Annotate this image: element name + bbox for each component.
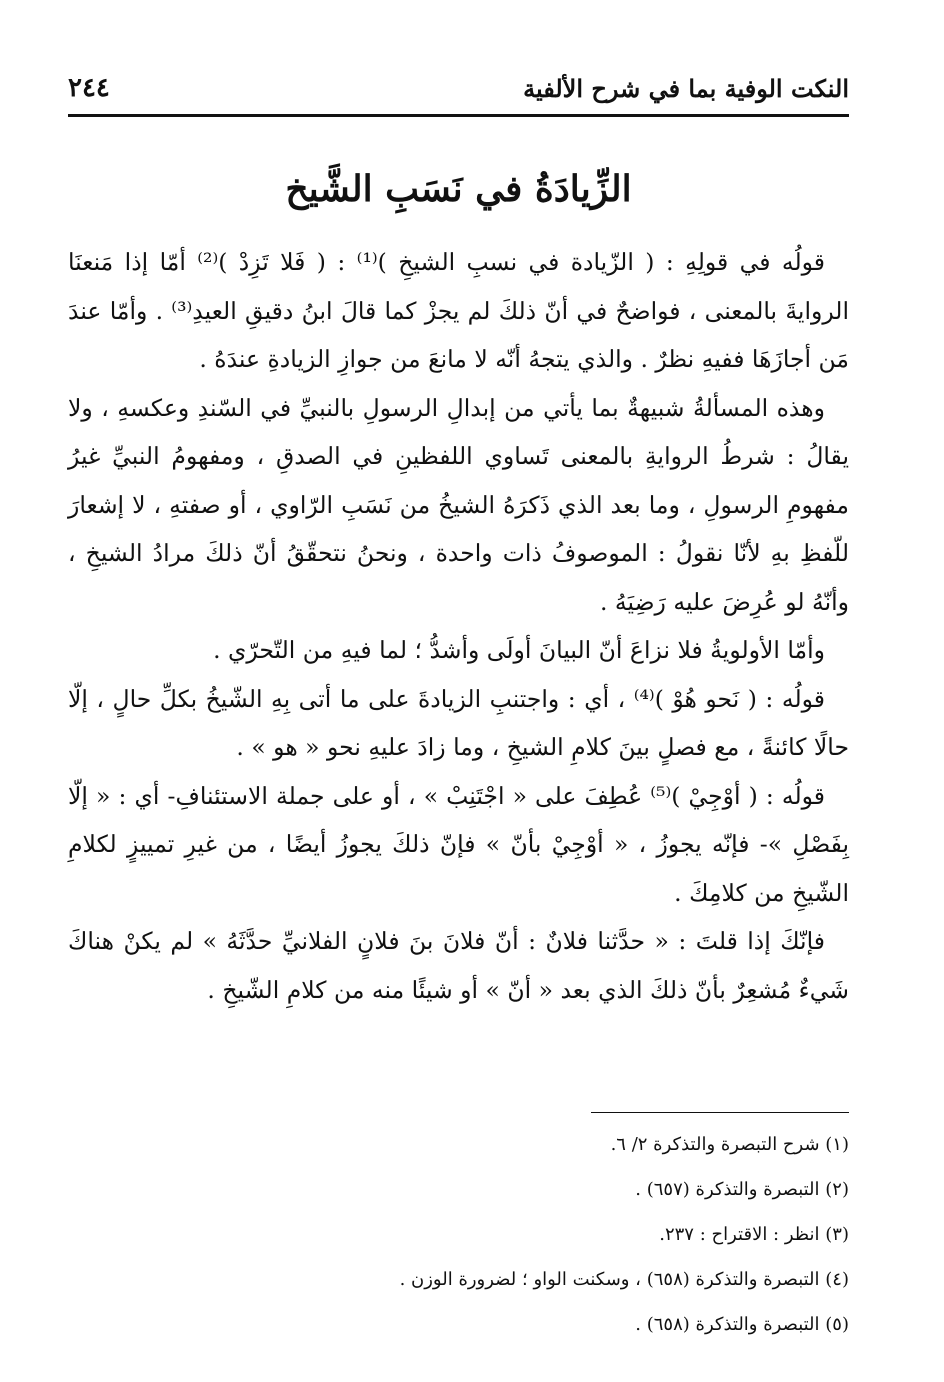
paragraph-1: قولُه في قولِهِ : ( الزّيادة في نسبِ الشيخِ )⁽¹⁾ : ( فَلا تَزِدْ )⁽²⁾ أمّا إذا مَنعنَا الروايةَ بالمعنى ، فواضحٌ في أنّ ذلكَ لم يجزْ كما قالَ ابنُ دقيقِ العيدِ⁽³⁾ . وأمّا عندَ مَن أجازَهَا ففيهِ نظرٌ . والذي يتجهُ أنّه لا مانعَ من جوازِ الزيادةِ عندَهُ . (68, 248, 849, 373)
footnote-1: (١) شرح التبصرة والتذكرة ٢/ ٦. (610, 1134, 849, 1155)
paragraph-6: فإنّكَ إذا قلتَ : « حدَّثنا فلانٌ : أنّ فلانَ بنَ فلانٍ الفلانيِّ حدَّثَهُ » لم يكنْ هناكَ شَيءٌ مُشعِرٌ بأنّ ذلكَ الذي بعد « أنّ » أو شيئًا منه من كلامِ الشّيخِ . (68, 927, 849, 1004)
paragraph-2: وهذه المسألةُ شبيهةٌ بما يأتي من إبدالِ الرسولِ بالنبيِّ في السّندِ وعكسهِ ، ولا يقالُ : شرطُ الروايةِ بالمعنى تَساوي اللفظينِ في الصدقِ ، ومفهومُ النبيِّ غيرُ مفهومِ الرسولِ ، وما بعد الذي ذَكرَهُ الشيخُ من نَسَبِ الرّاوي ، أو صفتهِ ، لا إشعارَ للّفظِ بهِ لأنّا نقولُ : الموصوفُ ذات واحدة ، ونحنُ نتحقّقُ أنّ ذلكَ مرادُ الشيخِ ، وأنّهُ لو عُرِضَ عليه رَضِيَهُ . (68, 393, 849, 616)
footnotes (68, 1122, 849, 1347)
paragraph-3: وأمّا الأولويةُ فلا نزاعَ أنّ البيانَ أولَى وأشدُّ ؛ لما فيهِ من التّحرّي . (213, 636, 825, 664)
paragraph-5: قولُه : ( أوْجِيْ )⁽⁵⁾ عُطِفَ على « اجْتَنِبْ » ، أو على جملة الاستئنافِ- أي : « إلّا بِفَصْلِ »- فإنّه يجوزُ ، « أوْجِيْ بأنّ » فإنّ ذلكَ يجوزُ أيضًا ، من غيرِ تمييزٍ لكلامِ الشّيخِ من كلامِكَ . (68, 781, 849, 907)
book-title: النكت الوفية بما في شرح الألفية (523, 73, 849, 103)
main-text (68, 238, 849, 1014)
chapter-title: الزِّيادَةُ في نَسَبِ الشَّيخ (285, 168, 632, 210)
footnote-5: (٥) التبصرة والتذكرة (٦٥٨) . (635, 1314, 849, 1335)
footnote-4: (٤) التبصرة والتذكرة (٦٥٨) ، وسكنت الواو ؛ لضرورة الوزن . (399, 1269, 849, 1290)
running-header (68, 62, 849, 117)
paragraph-4: قولُه : ( نَحو هُوْ )⁽⁴⁾ ، أي : واجتنبِ الزيادةَ على ما أتى بِهِ الشّيخُ بكلِّ حالٍ ، إلّا حالًا كائنةً ، مع فصلٍ بينَ كلامِ الشيخِ ، وما زادَ عليهِ نحو « هو » . (68, 684, 849, 761)
footnote-3: (٣) انظر : الاقتراح : ٢٣٧. (659, 1224, 849, 1245)
page-number: ٢٤٤ (68, 73, 110, 103)
footnote-2: (٢) التبصرة والتذكرة (٦٥٧) . (635, 1179, 849, 1200)
footnote-divider (591, 1112, 849, 1113)
